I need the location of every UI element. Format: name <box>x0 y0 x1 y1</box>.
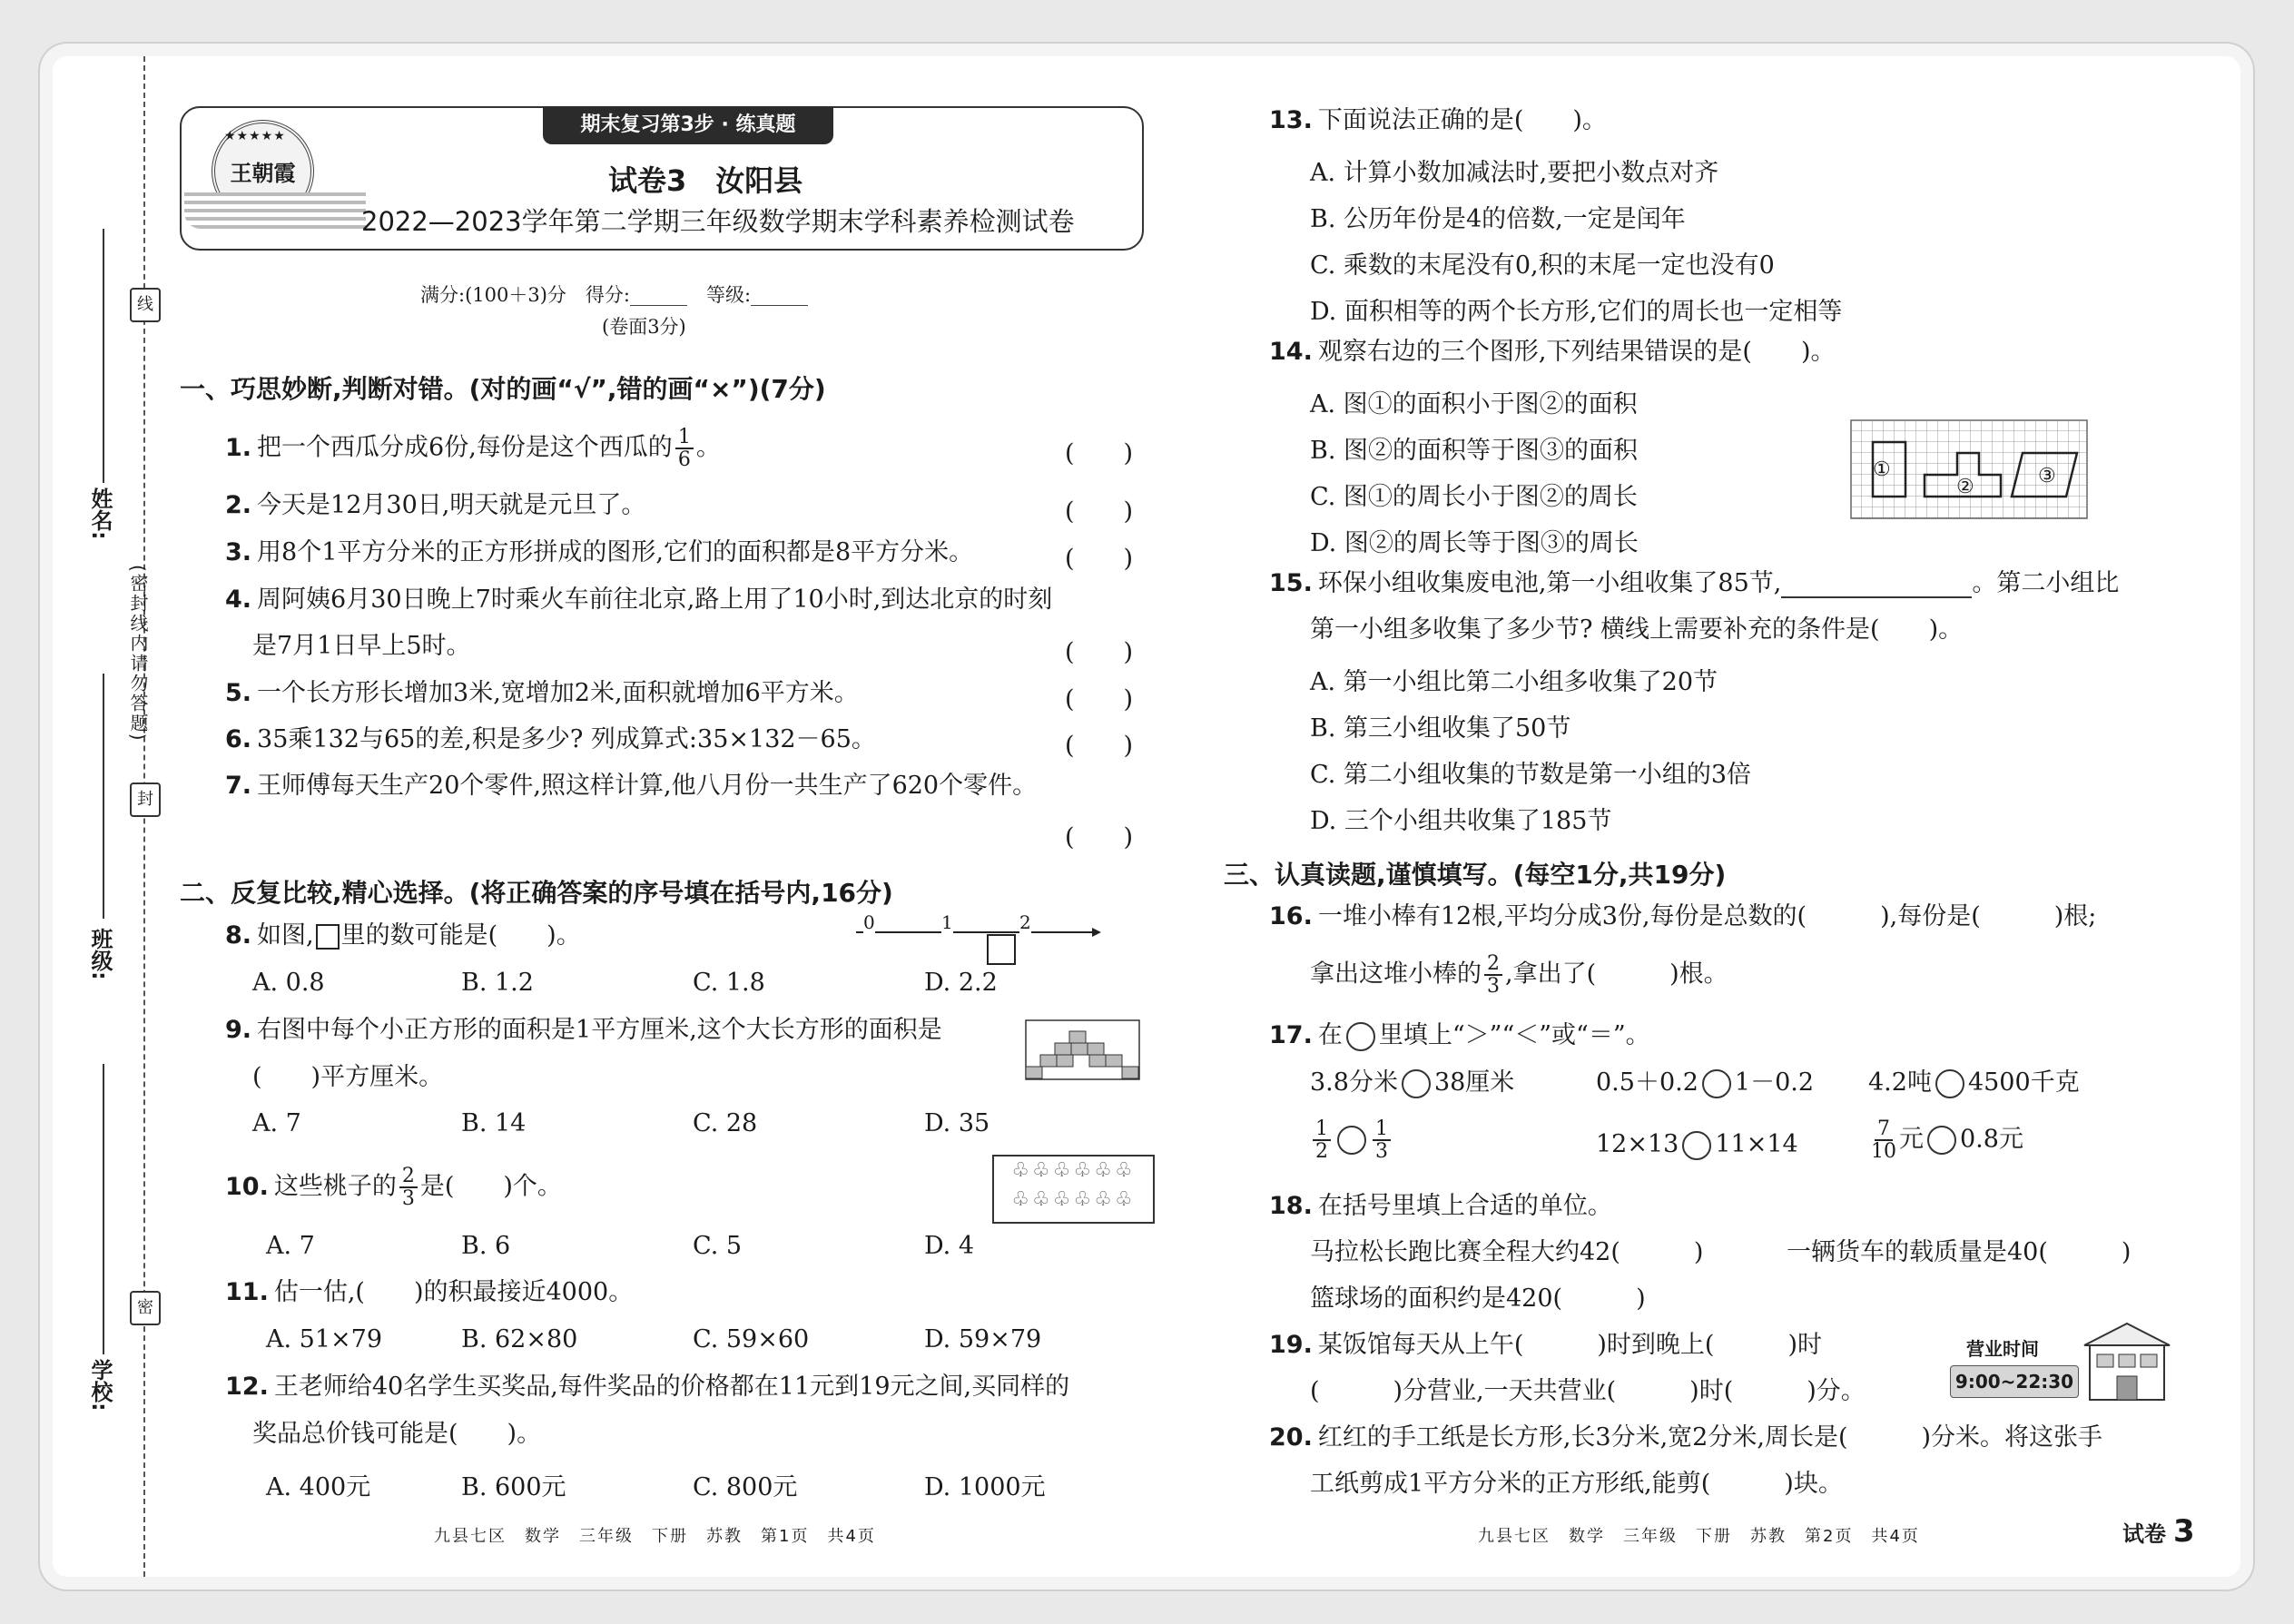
option[interactable]: B. 第三小组收集了50节 <box>1310 714 1571 743</box>
answer-paren-1[interactable]: ( ) <box>1065 439 1134 468</box>
question-7: 7. 王师傅每天生产20个零件,照这样计算,他八月份一共生产了620个零件。 <box>225 772 1038 800</box>
option[interactable]: C. 59×60 <box>693 1325 810 1353</box>
name-label: 姓名: <box>87 487 113 540</box>
option[interactable]: A. 0.8 <box>252 969 325 997</box>
question-19-line2: ( )分营业,一天共营业( )时( )分。 <box>1310 1377 1866 1405</box>
option[interactable]: A. 400元 <box>266 1473 371 1501</box>
name-field[interactable] <box>103 229 104 483</box>
axis-label-0: 0 <box>863 911 875 933</box>
compare-row-2c: $\frac{7}{10}$ 元 0.8元 <box>1871 1117 2023 1164</box>
shape-label-3: ③ <box>2038 465 2056 487</box>
score-note: (卷面3分) <box>602 316 686 338</box>
compare-row-2a <box>1310 1118 1393 1162</box>
option[interactable]: B. 图②的面积等于图③的面积 <box>1310 437 1639 465</box>
option[interactable]: C. 800元 <box>693 1473 798 1501</box>
question-16-line2: 拿出这堆小棒的 $\frac{2}{3}$ ,拿出了( )根。 <box>1310 952 1728 999</box>
fraction: $\frac{1}{6}$ <box>675 427 694 470</box>
option[interactable]: D. 2.2 <box>924 969 998 997</box>
exam-title: 试卷3 汝阳县 <box>608 163 803 198</box>
answer-paren-2[interactable]: ( ) <box>1065 497 1134 526</box>
shape-label-2: ② <box>1956 476 1974 498</box>
question-text: 把一个西瓜分成6份,每份是这个西瓜的 <box>257 433 673 462</box>
question-20-line2: 工纸剪成1平方分米的正方形纸,能剪( )块。 <box>1310 1470 1843 1498</box>
fraction: $\frac{7}{10}$ <box>1871 1117 1896 1164</box>
peach-icon-row: ♧♧♧♧♧♧ <box>1011 1188 1136 1211</box>
question-4-line2: 是7月1日早上5时。 <box>252 632 471 660</box>
option[interactable]: B. 1.2 <box>461 969 534 997</box>
class-label: 班级: <box>87 928 113 980</box>
question-14: 14. 观察右边的三个图形,下列结果错误的是( )。 <box>1269 338 1836 366</box>
answer-paren-3[interactable]: ( ) <box>1065 545 1134 573</box>
answer-paren-5[interactable]: ( ) <box>1065 685 1134 714</box>
question-16: 16. 一堆小棒有12根,平均分成3份,每份是总数的( ),每份是( )根; <box>1269 902 2097 930</box>
question-10: 10. 这些桃子的 $\frac{2}{3}$ 是( )个。 <box>225 1165 562 1211</box>
seal-mark-seal: 封 <box>130 782 161 817</box>
compare-circle-icon[interactable] <box>1682 1131 1711 1160</box>
compare-circle-icon[interactable] <box>1402 1069 1431 1098</box>
fraction: $\frac{2}{3}$ <box>399 1166 418 1209</box>
option[interactable]: B. 6 <box>461 1232 511 1260</box>
footer-left: 九县七区 数学 三年级 下册 苏教 第1页 共4页 <box>434 1527 876 1546</box>
option[interactable]: A. 计算小数加减法时,要把小数点对齐 <box>1310 159 1719 187</box>
question-number: 1. <box>225 433 252 462</box>
question-19: 19. 某饭馆每天从上午( )时到晚上( )时 <box>1269 1331 1822 1359</box>
section-3-title: 三、认真读题,谨慎填写。(每空1分,共19分) <box>1224 860 1727 890</box>
option[interactable]: D. 59×79 <box>924 1325 1042 1353</box>
question-18-line3: 篮球场的面积约是420( ) <box>1310 1284 1646 1313</box>
class-field[interactable] <box>103 674 104 919</box>
option[interactable]: D. 面积相等的两个长方形,它们的周长也一定相等 <box>1310 298 1843 326</box>
option[interactable]: A. 7 <box>252 1109 301 1137</box>
seal-mark-secret: 密 <box>130 1291 161 1325</box>
seal-mark-line: 线 <box>130 288 161 322</box>
option[interactable]: C. 乘数的末尾没有0,积的末尾一定也没有0 <box>1310 251 1775 280</box>
fraction: $\frac{1}{3}$ <box>1373 1118 1391 1162</box>
option[interactable]: C. 1.8 <box>693 969 765 997</box>
shape-label-1: ① <box>1873 458 1891 481</box>
exam-sheet <box>53 56 2240 1577</box>
school-field[interactable] <box>103 1064 104 1354</box>
question-20: 20. 红红的手工纸是长方形,长3分米,宽2分米,周长是( )分米。将这张手 <box>1269 1423 2103 1452</box>
compare-circle-icon[interactable] <box>1935 1069 1964 1098</box>
option[interactable]: C. 28 <box>693 1109 758 1137</box>
question-18: 18. 在括号里填上合适的单位。 <box>1269 1192 1612 1220</box>
logo-text: 王朝霞 <box>230 160 296 186</box>
answer-box-icon <box>316 924 340 950</box>
option[interactable]: B. 14 <box>461 1109 527 1137</box>
header-banner: 期末复习第3步 · 练真题 <box>543 106 833 144</box>
fraction: $\frac{1}{2}$ <box>1313 1118 1331 1162</box>
exam-badge: 试卷 3 <box>2122 1513 2195 1550</box>
option[interactable]: A. 第一小组比第二小组多收集了20节 <box>1310 668 1718 696</box>
question-5: 5. 一个长方形长增加3米,宽增加2米,面积就增加6平方米。 <box>225 679 859 707</box>
fraction: $\frac{2}{3}$ <box>1484 953 1502 997</box>
compare-circle-icon[interactable] <box>1337 1126 1366 1155</box>
business-hours-title: 营业时间 <box>1966 1338 2039 1360</box>
option[interactable]: C. 图①的周长小于图②的周长 <box>1310 483 1638 511</box>
question-3: 3. 用8个1平方分米的正方形拼成的图形,它们的面积都是8平方分米。 <box>225 538 974 566</box>
question-8: 8. 如图, 里的数可能是( )。 <box>225 921 581 950</box>
section-2-title: 二、反复比较,精心选择。(将正确答案的序号填在括号内,16分) <box>180 878 893 908</box>
question-12: 12. 王老师给40名学生买奖品,每件奖品的价格都在11元到19元之间,买同样的 <box>225 1373 1070 1401</box>
business-hours-sign: 9:00~22:30 <box>1950 1365 2079 1398</box>
answer-paren-7[interactable]: ( ) <box>1065 823 1134 851</box>
compare-circle-icon <box>1346 1022 1375 1051</box>
footer-right: 九县七区 数学 三年级 下册 苏教 第2页 共4页 <box>1478 1527 1920 1546</box>
question-15: 15. 环保小组收集废电池,第一小组收集了85节, 。第二小组比 <box>1269 569 2120 597</box>
number-line-figure <box>852 919 1106 973</box>
option[interactable]: A. 图①的面积小于图②的面积 <box>1310 390 1638 418</box>
question-2: 2. 今天是12月30日,明天就是元旦了。 <box>225 491 646 519</box>
axis-label-2: 2 <box>1019 911 1031 933</box>
axis-label-1: 1 <box>941 911 953 933</box>
school-label: 学校: <box>87 1359 113 1412</box>
option[interactable]: B. 600元 <box>461 1473 566 1501</box>
compare-row-1c: 4.2吨 4500千克 <box>1868 1068 2080 1097</box>
answer-paren-6[interactable]: ( ) <box>1065 732 1134 760</box>
question-9-line2: ( )平方厘米。 <box>252 1063 444 1091</box>
option[interactable]: A. 7 <box>266 1232 315 1260</box>
section-1-title: 一、巧思妙断,判断对错。(对的画“√”,错的画“×”)(7分) <box>180 374 826 404</box>
answer-paren-4[interactable]: ( ) <box>1065 638 1134 666</box>
question-11: 11. 估一估,( )的积最接近4000。 <box>225 1278 634 1306</box>
option[interactable]: D. 35 <box>924 1109 990 1137</box>
question-18-line2b: 一辆货车的载质量是40( ) <box>1787 1238 2132 1266</box>
option[interactable]: D. 4 <box>924 1232 975 1260</box>
exam-subtitle: 2022—2023学年第二学期三年级数学期末学科素养检测试卷 <box>361 206 1075 237</box>
compare-row-1b: 0.5＋0.2 1－0.2 <box>1596 1068 1815 1097</box>
compare-circle-icon[interactable] <box>1702 1069 1731 1098</box>
peaches-figure <box>992 1155 1155 1224</box>
question-13: 13. 下面说法正确的是( )。 <box>1269 106 1607 134</box>
option[interactable]: C. 第二小组收集的节数是第一小组的3倍 <box>1310 761 1752 789</box>
peach-icon-row: ♧♧♧♧♧♧ <box>1011 1159 1136 1182</box>
logo-stars: ★★★★★ <box>224 129 286 143</box>
question-15-line2: 第一小组多收集了多少节? 横线上需要补充的条件是( )。 <box>1310 615 1964 644</box>
compare-circle-icon[interactable] <box>1927 1126 1956 1155</box>
option[interactable]: B. 62×80 <box>461 1325 578 1353</box>
header-stripes <box>184 192 366 229</box>
option[interactable]: D. 1000元 <box>924 1473 1046 1501</box>
fill-blank[interactable] <box>1781 571 1972 598</box>
question-4: 4. 周阿姨6月30日晚上7时乘火车前往北京,路上用了10小时,到达北京的时刻 <box>225 586 1053 614</box>
option[interactable]: D. 图②的周长等于图③的周长 <box>1310 529 1639 557</box>
question-18-line2a: 马拉松长跑比赛全程大约42( ) <box>1310 1238 1704 1266</box>
question-1: 1. 把一个西瓜分成6份,每份是这个西瓜的 $\frac{1}{6}$ 。 <box>225 426 721 472</box>
staircase-grid-figure <box>1024 1019 1142 1082</box>
question-6: 6. 35乘132与65的差,积是多少? 列成算式:35×132－65。 <box>225 725 876 753</box>
question-9: 9. 右图中每个小正方形的面积是1平方厘米,这个大长方形的面积是 <box>225 1016 942 1044</box>
option[interactable]: A. 51×79 <box>266 1325 382 1353</box>
score-line: 满分:(100＋3)分 得分:______ 等级:______ <box>420 284 809 306</box>
compare-row-1a: 3.8分米 38厘米 <box>1310 1068 1515 1097</box>
binding-note: (密封线内请勿答题) <box>127 565 149 743</box>
option[interactable]: C. 5 <box>693 1232 743 1260</box>
option[interactable]: D. 三个小组共收集了185节 <box>1310 807 1612 835</box>
question-12-line2: 奖品总价钱可能是( )。 <box>252 1420 542 1448</box>
question-17: 17. 在 里填上“＞”“＜”或“＝”。 <box>1269 1021 1650 1049</box>
restaurant-building-icon <box>2077 1320 2177 1406</box>
compare-row-2b: 12×13 11×14 <box>1596 1130 1798 1158</box>
option[interactable]: B. 公历年份是4的倍数,一定是闰年 <box>1310 205 1686 233</box>
